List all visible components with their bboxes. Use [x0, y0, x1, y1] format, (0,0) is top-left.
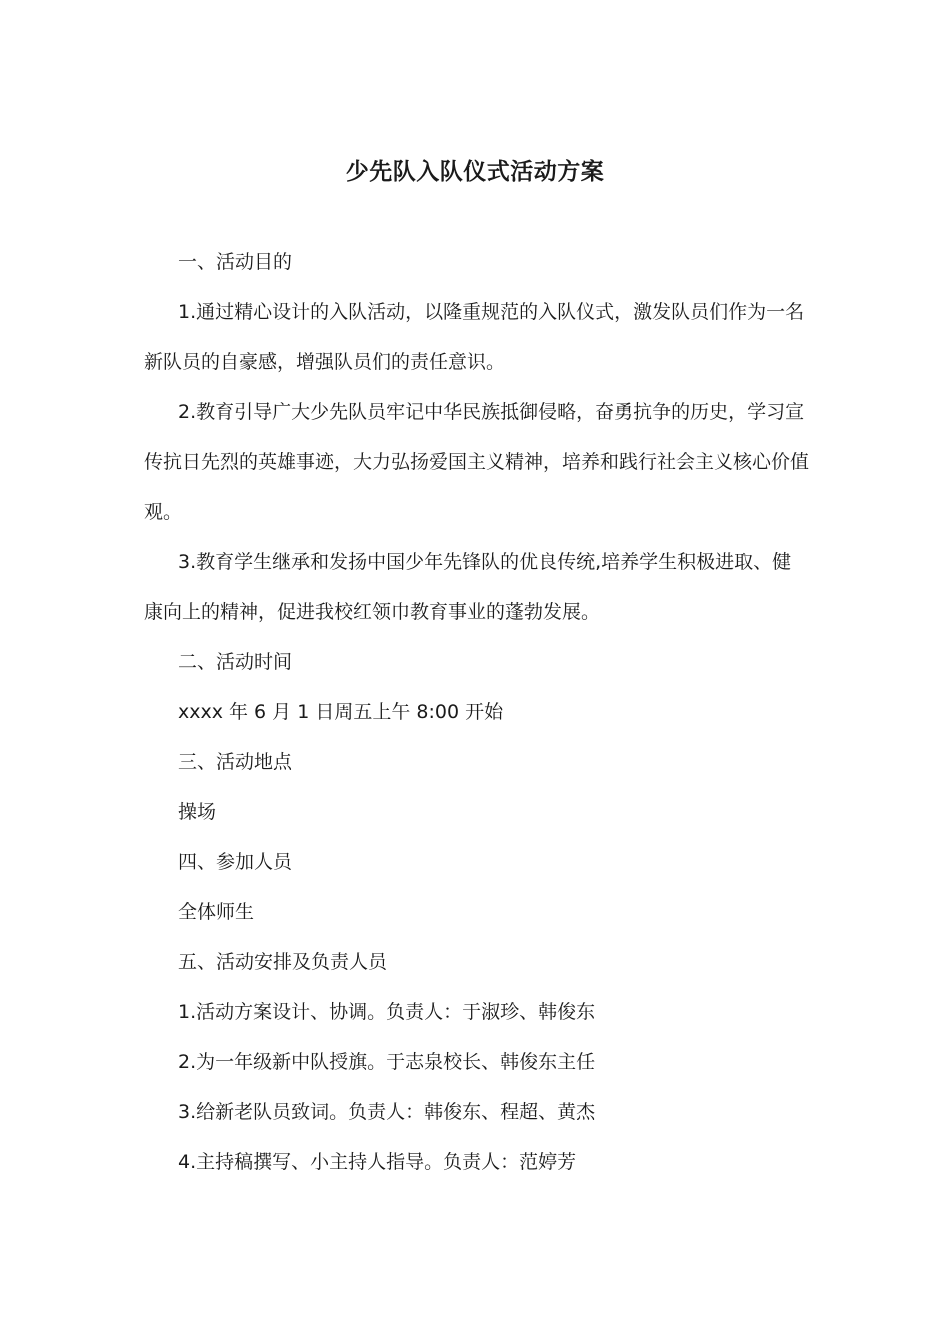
section-heading-arrangement: 五、活动安排及负责人员: [178, 951, 388, 973]
activity-time: xxxx 年 6 月 1 日周五上午 8:00 开始: [178, 701, 504, 723]
section-heading-time: 二、活动时间: [178, 651, 293, 673]
purpose-item-1: 1.通过精心设计的入队活动，以隆重规范的入队仪式，激发队员们作为一名新队员的自豪感，增强队员们的责任意识。: [144, 301, 805, 373]
section-heading-participants: 四、参加人员: [178, 851, 293, 873]
activity-location: 操场: [178, 801, 217, 823]
purpose-item-3: 3.教育学生继承和发扬中国少年先锋队的优良传统,培养学生积极进取、健康向上的精神，促进我校红领巾教育事业的蓬勃发展。: [144, 551, 792, 623]
document-body: [144, 237, 809, 1187]
arrangement-item-2: 2.为一年级新中队授旗。于志泉校长、韩俊东主任: [178, 1051, 596, 1073]
section-heading-purpose: 一、活动目的: [178, 251, 293, 273]
arrangement-item-1: 1.活动方案设计、协调。负责人：于淑珍、韩俊东: [178, 1001, 596, 1023]
arrangement-item-3: 3.给新老队员致词。负责人：韩俊东、程超、黄杰: [178, 1101, 596, 1123]
section-heading-location: 三、活动地点: [178, 751, 293, 773]
participants: 全体师生: [178, 901, 255, 923]
arrangement-item-4: 4.主持稿撰写、小主持人指导。负责人：范婷芳: [178, 1151, 577, 1173]
purpose-item-2: 2.教育引导广大少先队员牢记中华民族抵御侵略，奋勇抗争的历史，学习宣传抗日先烈的英雄事迹，大力弘扬爱国主义精神，培养和践行社会主义核心价值观。: [144, 401, 810, 523]
document-title: 少先队入队仪式活动方案: [345, 159, 605, 185]
